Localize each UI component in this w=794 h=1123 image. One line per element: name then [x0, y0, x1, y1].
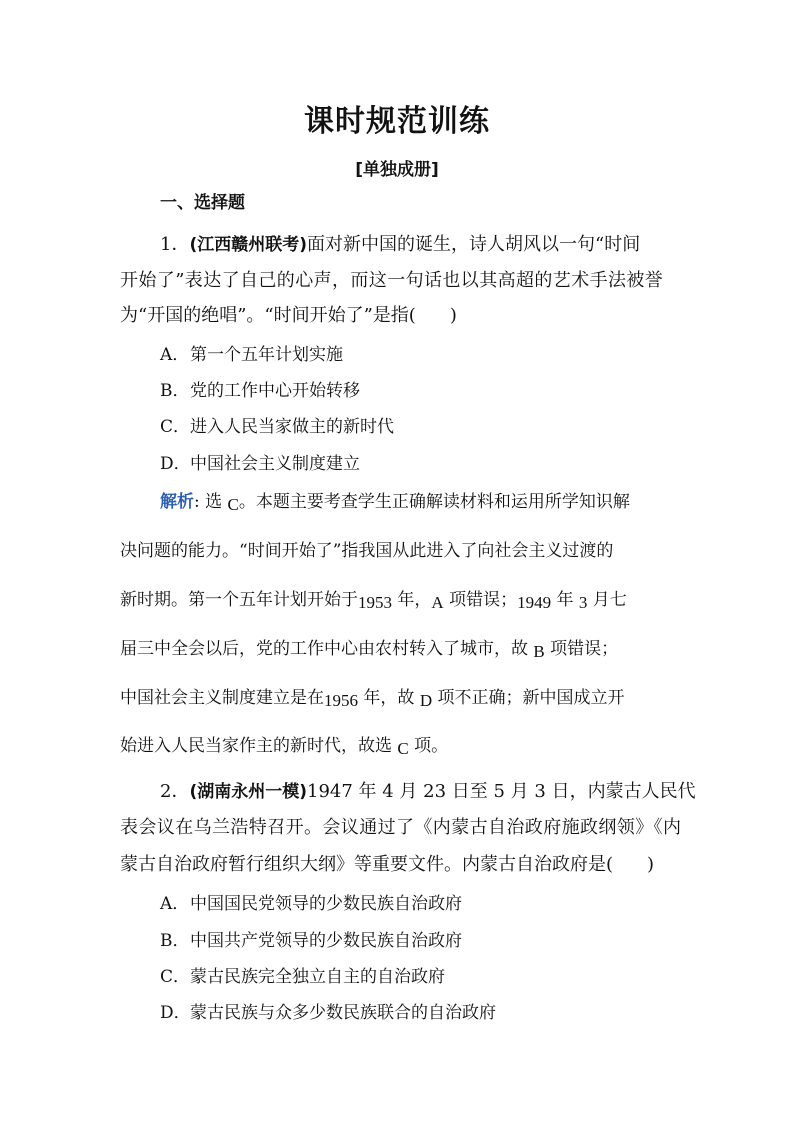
- analysis-text: 。本题主要考查学生正确解读材料和运用所学知识解: [238, 492, 630, 512]
- question-1-option-a: [160, 340, 343, 365]
- analysis-text: : 选: [194, 492, 228, 512]
- option-letter: D．: [160, 454, 191, 474]
- option-text: 党的工作中心开始转移: [190, 381, 360, 401]
- page-subtitle: [单独成册]: [355, 160, 439, 180]
- analysis-line-4: [120, 634, 678, 662]
- analysis-line-5: [120, 683, 678, 711]
- analysis-line-3: [120, 585, 678, 613]
- question-1-option-b: [160, 376, 360, 401]
- question-2-option-d: [160, 998, 496, 1023]
- option-text: 中国社会主义制度建立: [190, 454, 360, 474]
- analysis-text: 始进入人民当家作主的新时代，故选: [120, 736, 398, 756]
- question-2-text-1: 1947 年 4 月 23 日至 5 月 3 日，内蒙古人民代: [307, 781, 696, 802]
- analysis-text: 项错误；: [544, 639, 619, 659]
- question-1-number: 1．: [160, 234, 190, 255]
- question-2-option-b: [160, 926, 462, 951]
- analysis-text: 年，: [392, 590, 432, 610]
- option-text: 进入人民当家做主的新时代: [190, 417, 394, 437]
- analysis-line-1: [160, 487, 678, 515]
- analysis-answer: C: [397, 739, 409, 758]
- analysis-line-6: [120, 731, 678, 759]
- question-1-line-1: [160, 230, 678, 256]
- analysis-text: 项不正确；新中国成立开: [432, 688, 625, 708]
- question-2-text-3: 蒙古自治政府暂行组织大纲》等重要文件。内蒙古自治政府是(: [120, 854, 614, 875]
- question-2-line-3: [120, 850, 678, 876]
- analysis-text: 新时期。第一个五年计划开始于: [120, 590, 358, 610]
- option-text: 蒙古民族完全独立自主的自治政府: [190, 967, 445, 987]
- analysis-text: 月七: [587, 590, 627, 610]
- analysis-line-2: 决问题的能力。“时间开始了”指我国从此进入了向社会主义过渡的: [120, 541, 614, 561]
- section-heading: 一、选择题: [160, 193, 245, 213]
- analysis-text: 年，故: [358, 688, 420, 708]
- question-2-source: (湖南永州一模): [189, 782, 307, 802]
- page-title: 课时规范训练: [304, 104, 490, 139]
- analysis-text: 届三中全会以后，党的工作中心由农村转入了城市，故: [120, 639, 534, 659]
- analysis-text: 年: [551, 590, 579, 610]
- option-letter: C．: [160, 417, 191, 437]
- option-letter: D．: [160, 1003, 191, 1023]
- option-letter: B．: [160, 381, 190, 401]
- question-1-source: (江西赣州联考): [189, 235, 307, 255]
- question-2-option-c: [160, 962, 445, 987]
- analysis-answer: C: [227, 495, 239, 514]
- option-letter: C．: [160, 967, 191, 987]
- option-text: 中国国民党领导的少数民族自治政府: [190, 894, 462, 914]
- option-text: 第一个五年计划实施: [190, 345, 343, 365]
- analysis-letter: D: [419, 691, 433, 710]
- question-1-option-d: [160, 449, 360, 474]
- analysis-text: 中国社会主义制度建立是在: [120, 688, 324, 708]
- question-2-close-paren: ): [647, 854, 655, 875]
- option-letter: B．: [160, 931, 190, 951]
- analysis-number: 1953: [358, 593, 392, 612]
- analysis-letter: A: [431, 593, 444, 612]
- question-1-text-1: 面对新中国的诞生，诗人胡风以一句“时间: [307, 234, 641, 255]
- question-1-close-paren: ): [449, 305, 457, 326]
- question-2-line-2: 表会议在乌兰浩特召开。会议通过了《内蒙古自治政府施政纲领》《内: [120, 817, 682, 838]
- analysis-label: 解析: [160, 492, 194, 512]
- question-1-option-c: [160, 412, 394, 437]
- analysis-letter: B: [533, 642, 545, 661]
- option-text: 蒙古民族与众多少数民族联合的自治政府: [190, 1003, 496, 1023]
- question-2-line-1: [160, 777, 696, 803]
- analysis-number: 1956: [324, 691, 358, 710]
- option-text: 中国共产党领导的少数民族自治政府: [190, 931, 462, 951]
- question-2-option-a: [160, 889, 462, 914]
- analysis-number: 3: [578, 593, 588, 612]
- question-1-line-2: 开始了”表达了自己的心声，而这一句话也以其高超的艺术手法被誉: [120, 270, 664, 291]
- question-2-number: 2．: [160, 781, 190, 802]
- question-1-text-3: 为“开国的绝唱”。“时间开始了”是指(: [120, 305, 416, 326]
- option-letter: A．: [160, 894, 190, 914]
- analysis-text: 项。: [408, 736, 449, 756]
- question-1-line-3: [120, 301, 678, 327]
- analysis-text: 项错误；: [443, 590, 518, 610]
- option-letter: A．: [160, 345, 190, 365]
- analysis-number: 1949: [517, 593, 552, 612]
